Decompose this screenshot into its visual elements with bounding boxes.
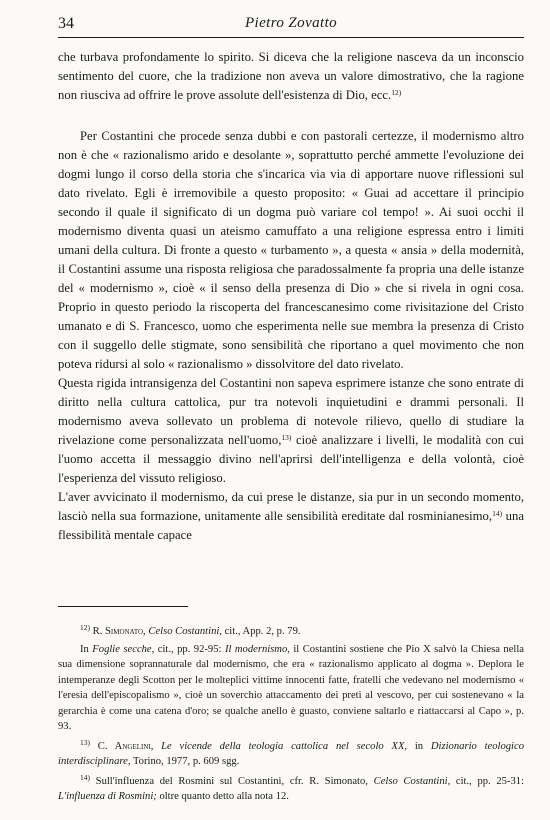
- footnotes-rule: [58, 606, 188, 607]
- paragraph-2: Per Costantini che procede senza dubbi e con pastorali certezze, il modernismo altro non è che « razionalismo arido e desolante », soprattutto perché ammette l'evoluzione dei dogmi lungo il corso della storia che s'incarica via via di apportare nuove riflessioni sul dato rivelato. Egli è irremovibile a questo proposito: « Guai ad accettare il principio secondo il quale il significato di un dogma può variare col tempo! ». Ai suoi occhi il modernismo diventa quasi un ateismo camuffato a una religione espressa entro i limiti umani della cultura. Di fronte a questo « turbamento », a questa « ansia » della modernità, il Costantini assume una risposta religiosa che paradossalmente fa propria una delle istanze del « modernismo », cioè « il senso della presenza di Dio » che si rivela in ogni cosa. Proprio in questo periodo la riscoperta del francescanesimo come rivisitazione del Cristo umanato e di S. Francesco, uomo che esperimenta nelle sue membra la presenza di Cristo con il suggello delle stigmate, sono sensibilità che riportano a quel movimento che non poteva ridursi al solo « razionalismo » dissolvitore del dato rivelato.: [58, 129, 524, 371]
- footnote-12: $^{12)}$ R. Simonato, Celso Costantini, cit., App. 2, p. 79.: [80, 623, 301, 637]
- footnote-12-continued: In Foglie secche, cit., pp. 92-95: Il modernismo, il Costantini sostiene che Pio X salvò la Chiesa nella sua dimensione soprannaturale dal modernismo, che era « razionalismo applicato al dogma ». Deplora le intemperanze degli Scotton per le molteplici vittime innocenti fatte, fratelli che vedevano nel modernismo « l'eresia dell'episcopalismo », cioè un soverchio attaccamento dei preti al vescovo, per cui sostenevano « la gerarchia è come una catena d'oro; se qualche anello è guasto, conviene saltarlo e riattaccarsi al Capo », p. 93.: [58, 643, 524, 732]
- footnote-13: $^{13)}$ C. Angelini, Le vicende della teologia cattolica nel secolo XX, in Dizionario teologico interdisciplinare, Torino, 1977, p. 609 sgg.: [58, 737, 524, 767]
- footnote-ref-14: 14): [492, 509, 503, 518]
- main-text: [58, 48, 524, 545]
- page-number: 34: [58, 15, 74, 32]
- footnote-14: $^{14)}$ Sull'influenza del Rosmini sul Costantini, cfr. R. Simonato, Celso Costantini, cit., pp. 25-31: L'influenza di Rosmini; oltre quanto detto alla nota 12.: [58, 772, 525, 802]
- paragraph-1: che turbava profondamente lo spirito. Si diceva che la religione nasceva da un inconscio sentimento del cuore, che la tradizione non aveva un valore dimostrativo, che la ragione non riusciva ad offrire le prove assolute dell'esistenza di Dio, ecc.$^{12)}$: [58, 50, 524, 102]
- header-rule: [58, 37, 524, 38]
- running-head: Pietro Zovatto: [244, 15, 338, 31]
- page-header: [58, 14, 524, 36]
- footnote-ref-13: 13): [281, 433, 292, 442]
- paragraph-4: L'aver avvicinato il modernismo, da cui prese le distanze, sia pur in un secondo momento, lasciò nella sua formazione, unitamente alle sensibilità ereditate dal rosminianesimo,$^{14)}$ una flessibilità mentale capace: [58, 490, 524, 542]
- footnotes: [58, 624, 524, 809]
- paragraph-gap: [58, 105, 524, 127]
- footnote-ref-12: 12): [391, 88, 402, 97]
- paragraph-3: Questa rigida intransigenza del Costantini non sapeva esprimere istanze che sono entrate di diritto nella cultura cattolica, pur tra notevoli inquietudini e drammi personali. Il modernismo aveva sollevato un problema di notevole rilievo, quello di studiare la rivelazione come personalizzata nell'uomo,$^{13)}$ cioè analizzare i livelli, le modalità con cui l'uomo accetta il messaggio divino nell'aprirsi dell'intelligenza e della volontà, cioè l'esperienza del vissuto religioso.: [58, 376, 524, 485]
